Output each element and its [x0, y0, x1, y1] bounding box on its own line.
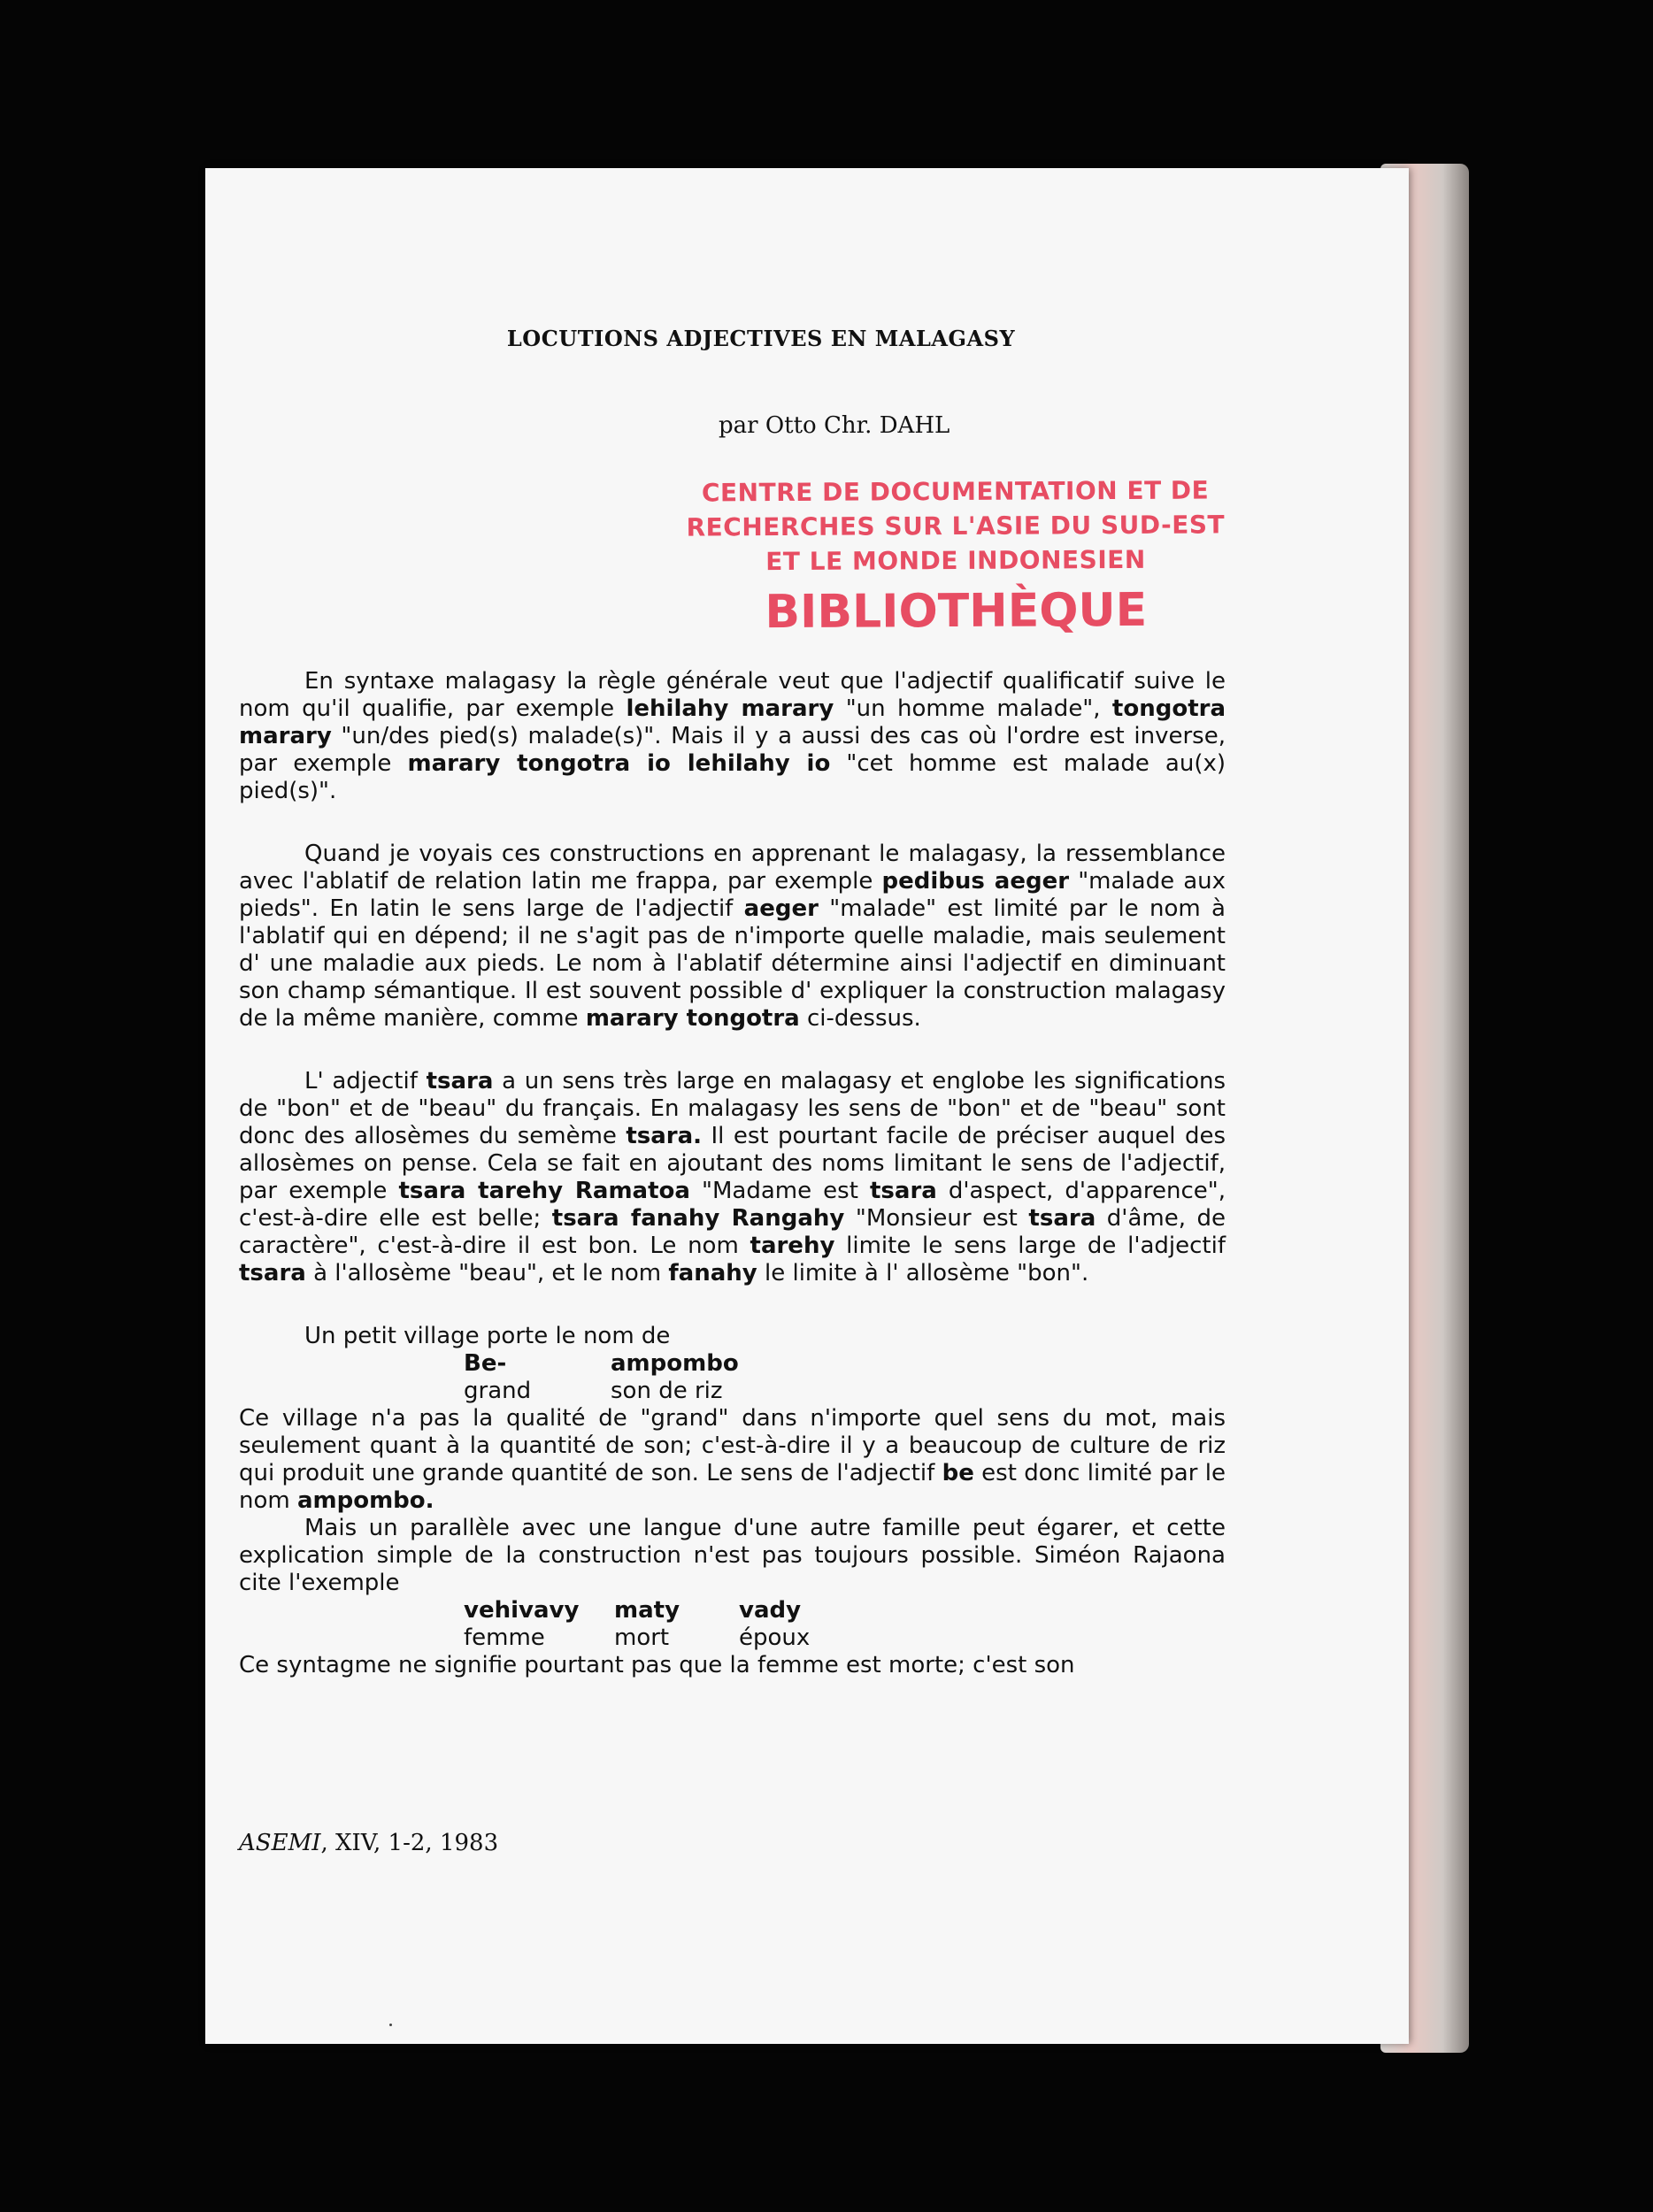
example-gloss: son de riz — [611, 1378, 723, 1404]
bold-term: tsara — [870, 1178, 937, 1204]
bold-term: fanahy — [668, 1260, 757, 1286]
bold-term: tongotra marary — [239, 695, 1226, 749]
paragraph: L' adjectif tsara a un sens très large en malagasy et englobe les significations de "bon" et de "beau" du français. En malagasy les sens de "bon" et de "beau" sont donc des allosèmes du semème tsara. Il est pourtant facile de préciser auquel des allosèmes on pense. Cela se fait en ajoutant des noms limitant le sens de l'adjectif, par exemple tsara tarehy Ramatoa "Madame est tsara d'aspect, d'apparence", c'est-à-dire elle est belle; tsara fanahy Rangahy "Monsieur est tsara d'âme, de caractère", c'est-à-dire il est bon. Le nom tarehy limite le sens large de l'adjectif tsara à l'allosème "beau", et le nom fanahy le limite à l' allosème "bon". — [239, 1068, 1226, 1286]
stamp-line: RECHERCHES SUR L'ASIE DU SUD-EST — [686, 510, 1226, 542]
bold-term: tsara — [239, 1260, 306, 1286]
example-vehivavy-maty-vady — [239, 1597, 1226, 1652]
bold-term: tsara. — [626, 1123, 703, 1149]
paragraph: Un petit village porte le nom de — [304, 1323, 671, 1349]
bold-term: marary tongotra io lehilahy io — [407, 750, 831, 777]
example-be-ampombo — [239, 1350, 1226, 1405]
bold-term: tarehy — [750, 1233, 835, 1259]
bold-term: tsara tarehy Ramatoa — [398, 1178, 690, 1204]
bold-term: tsara fanahy Rangahy — [551, 1205, 845, 1232]
journal-footer — [239, 1830, 498, 1856]
page-speck — [389, 2024, 392, 2026]
bold-term: lehilahy marary — [626, 695, 834, 722]
paragraph: Mais un parallèle avec une langue d'une autre famille peut égarer, et cette explication simple de la construction n'est pas toujours possible. Siméon Rajaona cite l'exemple — [239, 1515, 1226, 1596]
bold-term: tsara — [426, 1068, 494, 1094]
example-word: maty — [614, 1597, 680, 1624]
bold-term: aeger — [743, 895, 819, 922]
journal-issue: , XIV, 1-2, 1983 — [320, 1830, 499, 1856]
journal-name: ASEMI — [239, 1830, 321, 1856]
article-title: LOCUTIONS ADJECTIVES EN MALAGASY — [506, 326, 1016, 351]
example-word: Be- — [464, 1350, 507, 1377]
library-stamp — [686, 472, 1226, 641]
bold-term: ampombo. — [296, 1487, 434, 1514]
bold-term: tsara — [1028, 1205, 1096, 1232]
bold-term: be — [942, 1460, 974, 1486]
example-gloss: grand — [464, 1378, 532, 1404]
example-gloss: femme — [464, 1624, 545, 1651]
example-word: ampombo — [611, 1350, 739, 1377]
example-word: vehivavy — [464, 1597, 580, 1624]
bold-term: pedibus aeger — [881, 868, 1070, 895]
paragraph: Ce village n'a pas la qualité de "grand" dans n'importe quel sens du mot, mais seulement quant à la quantité de son; c'est-à-dire il y a beaucoup de culture de riz qui produit une grande quantité de son. Le sens de l'adjectif be est donc limité par le nom ampombo. — [239, 1405, 1226, 1514]
paragraph: En syntaxe malagasy la règle générale veut que l'adjectif qualificatif suive le nom qu'il qualifie, par exemple lehilahy marary "un homme malade", tongotra marary "un/des pied(s) malade(s)". Mais il y a aussi des cas où l'ordre est inverse, par exemple marary tongotra io lehilahy io "cet homme est malade au(x) pied(s)". — [239, 668, 1226, 804]
article-body — [239, 668, 1226, 1679]
bold-term: marary tongotra — [585, 1005, 800, 1032]
example-gloss: mort — [614, 1624, 670, 1651]
article-author: par Otto Chr. DAHL — [719, 412, 950, 439]
example-gloss: époux — [739, 1624, 811, 1651]
example-word: vady — [739, 1597, 802, 1624]
paragraph: Ce syntagme ne signifie pourtant pas que la femme est morte; c'est son — [239, 1652, 1075, 1678]
stamp-line: CENTRE DE DOCUMENTATION ET DE — [701, 475, 1210, 508]
stamp-label: BIBLIOTHÈQUE — [765, 583, 1148, 640]
stamp-line: ET LE MONDE INDONESIEN — [765, 544, 1146, 577]
paragraph: Quand je voyais ces constructions en apprenant le malagasy, la ressemblance avec l'ablatif de relation latin me frappa, par exemple pedibus aeger "malade aux pieds". En latin le sens large de l'adjectif aeger "malade" est limité par le nom à l'ablatif qui en dépend; il ne s'agit pas de n'importe quelle maladie, mais seulement d' une maladie aux pieds. Le nom à l'ablatif détermine ainsi l'adjectif en diminuant son champ sémantique. Il est souvent possible d' expliquer la construction malagasy de la même manière, comme marary tongotra ci-dessus. — [239, 841, 1226, 1032]
